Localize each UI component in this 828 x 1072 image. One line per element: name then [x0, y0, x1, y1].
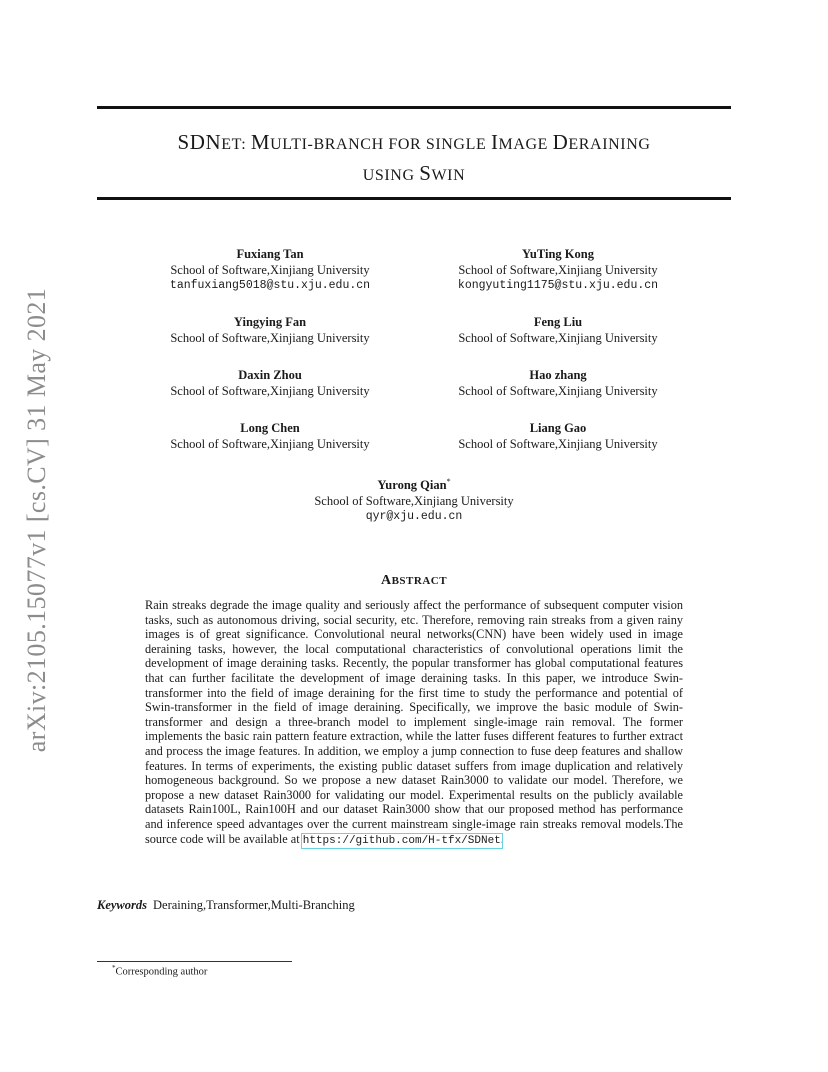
- author-affiliation: School of Software,Xinjiang University: [458, 330, 658, 345]
- paper-title: [97, 128, 731, 190]
- author-affiliation: School of Software,Xinjiang University: [170, 383, 370, 398]
- abstract-heading: ABSTRACT: [380, 573, 448, 588]
- footnote-rule: [97, 961, 292, 962]
- author-affiliation: School of Software,Xinjiang University: [170, 262, 370, 277]
- author-block: [408, 247, 708, 294]
- author-block: [120, 247, 420, 294]
- author-affiliation: School of Software,Xinjiang University: [458, 262, 658, 277]
- title-line-1: SDNET: MULTI-BRANCH FOR SINGLE IMAGE DERAINING: [177, 130, 651, 154]
- source-code-link[interactable]: https://github.com/H-tfx/SDNet: [302, 834, 501, 847]
- author-name: Daxin Zhou: [238, 368, 302, 382]
- author-affiliation: School of Software,Xinjiang University: [170, 330, 370, 345]
- author-block: [120, 315, 420, 346]
- author-email[interactable]: tanfuxiang5018@stu.xju.edu.cn: [169, 279, 371, 292]
- author-name: Hao zhang: [529, 368, 587, 382]
- author-name: YuTing Kong: [522, 247, 594, 261]
- author-affiliation: School of Software,Xinjiang University: [314, 493, 514, 508]
- author-name: Yingying Fan: [233, 315, 307, 329]
- author-affiliation: School of Software,Xinjiang University: [458, 436, 658, 451]
- title-top-rule: [97, 106, 731, 109]
- abstract-text: Rain streaks degrade the image quality and seriously affect the performance of subsequent computer vision tasks, such as autonomous driving, social security, etc. Therefore, removing rain streaks from a given rainy images is of great significance. Convolutional neural networks(CNN) have been widely used in image deraining tasks, however, the local computational characteristics of convolutional operations limit the development of image deraining tasks. Recently, the popular transformer has global computational features that can further facilitate the development of image deraining tasks. In this paper, we introduce Swin-transformer into the field of image deraining for the first time to study the performance and potential of Swin-transformer in the field of image deraining. Specifically, we improve the basic module of Swin-transformer and design a three-branch model to implement single-image rain removal. The former implements the basic rain pattern feature extraction, while the latter fuses different features to further extract and process the image features. In addition, we employ a jump connection to fuse deep features and shallow features. In terms of experiments, the existing public dataset suffers from image duplication and relatively homogeneous background. So we propose a new dataset Rain3000 to validate our model. Therefore, we propose a new dataset Rain3000 for validating our model. Experimental results on the publicly available datasets Rain100L, Rain100H and our dataset Rain3000 show that our proposed method has performance and inference speed advantages over the current mainstream single-image rain streaks removal models.The source code will be available at: [145, 598, 683, 846]
- corresponding-mark: *: [446, 477, 451, 486]
- author-affiliation: School of Software,Xinjiang University: [458, 383, 658, 398]
- author-email[interactable]: qyr@xju.edu.cn: [365, 510, 463, 524]
- abstract-end: .: [500, 831, 504, 846]
- arxiv-identifier-stamp: arXiv:2105.15077v1 [cs.CV] 31 May 2021: [22, 287, 51, 753]
- footnote-text: Corresponding author: [115, 966, 208, 978]
- keywords-value: Deraining,Transformer,Multi-Branching: [153, 898, 355, 912]
- keywords-line: [97, 898, 355, 913]
- footnote: [112, 964, 207, 978]
- author-block: [408, 368, 708, 399]
- keywords-label: Keywords: [97, 898, 147, 912]
- title-bottom-rule: [97, 197, 731, 200]
- author-email[interactable]: kongyuting1175@stu.xju.edu.cn: [457, 279, 659, 292]
- author-block: [120, 421, 420, 452]
- author-block: [408, 315, 708, 346]
- abstract-body: [145, 598, 683, 848]
- footnote-mark: *: [112, 964, 116, 972]
- author-name: Long Chen: [240, 421, 300, 435]
- author-name: Fuxiang Tan: [236, 247, 304, 261]
- author-name: Feng Liu: [533, 315, 583, 329]
- title-line-2: USING SWIN: [362, 161, 466, 185]
- author-name: [264, 474, 564, 494]
- author-block: [120, 368, 420, 399]
- author-name-text: Yurong Qian: [377, 478, 447, 493]
- author-name: Liang Gao: [529, 421, 587, 435]
- author-block: [264, 474, 564, 525]
- author-block: [408, 421, 708, 452]
- author-affiliation: School of Software,Xinjiang University: [170, 436, 370, 451]
